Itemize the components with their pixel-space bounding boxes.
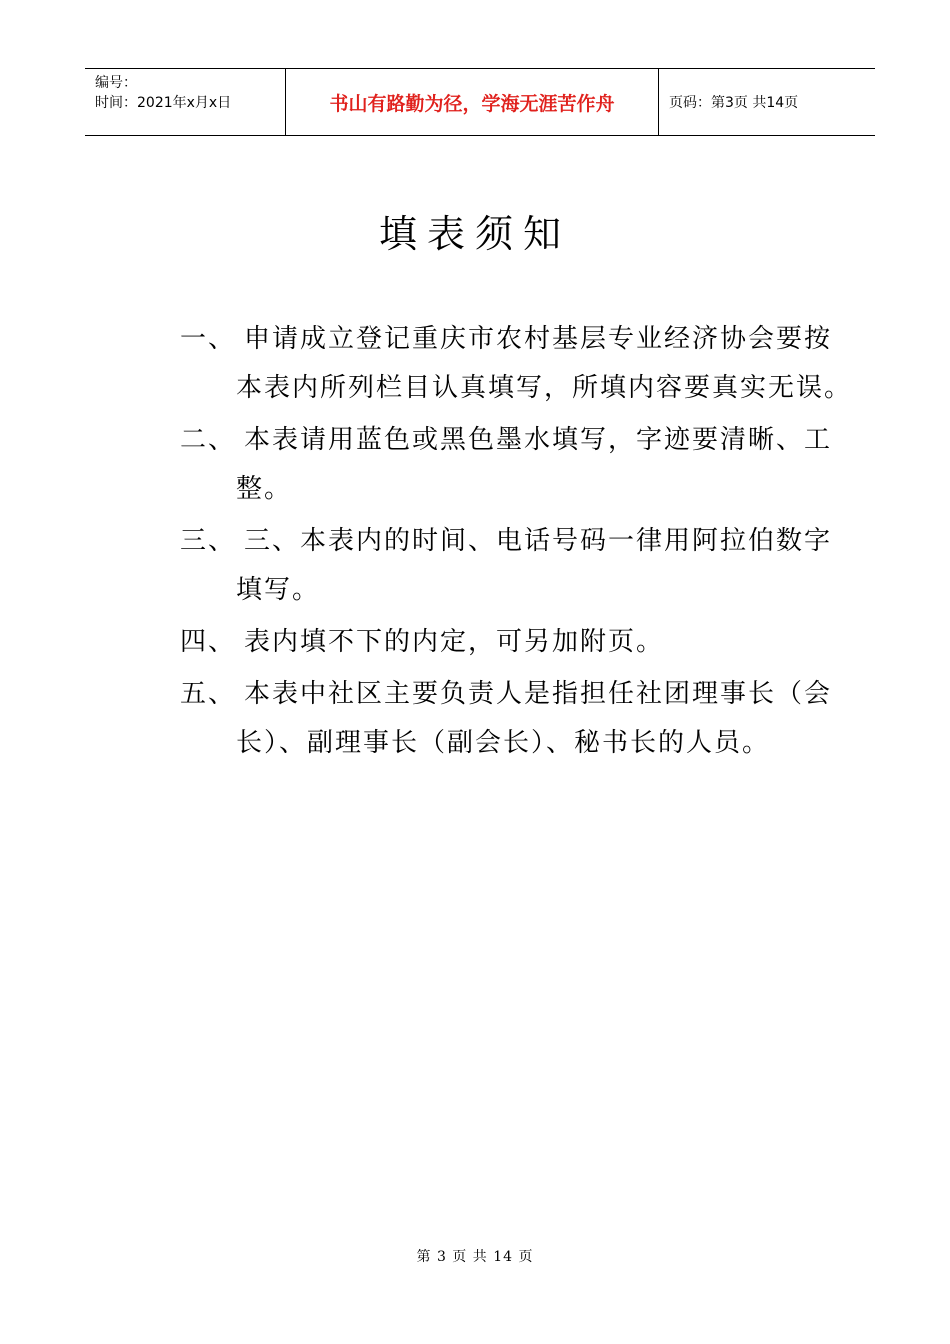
item-text: 本表请用蓝色或黑色墨水填写，字迹要清晰、工整。 (236, 425, 833, 504)
instructions-list (180, 315, 852, 771)
item-text: 表内填不下的内定，可另加附页。 (244, 627, 665, 657)
item-text: 三、本表内的时间、电话号码一律用阿拉伯数字填写。 (236, 526, 833, 605)
page-title: 填表须知 (378, 212, 571, 256)
serial-number-label: 编号： (95, 75, 137, 91)
header-page-info: 页码：第3页 共14页 (669, 95, 799, 111)
item-number: 二、 (180, 425, 237, 455)
time-label: 时间：2021年x月x日 (95, 95, 232, 111)
item-text: 申请成立登记重庆市农村基层专业经济协会要按本表内所列栏目认真填写，所填内容要真实无误。 (236, 324, 853, 403)
item-text: 本表中社区主要负责人是指担任社团理事长（会长）、副理事长（副会长）、秘书长的人员。 (236, 679, 833, 758)
list-item (180, 315, 852, 413)
item-number: 四、 (180, 627, 237, 657)
item-number: 一、 (180, 324, 237, 354)
item-number: 五、 (180, 679, 237, 709)
page-header (85, 68, 875, 136)
list-item (180, 416, 852, 514)
list-item (180, 618, 852, 667)
item-number: 三、 (180, 526, 237, 556)
header-motto: 书山有路勤为径，学海无涯苦作舟 (286, 69, 659, 135)
list-item (180, 517, 852, 615)
header-meta (85, 69, 286, 135)
page-footer: 第 3 页 共 14 页 (416, 1249, 534, 1265)
list-item (180, 670, 852, 768)
